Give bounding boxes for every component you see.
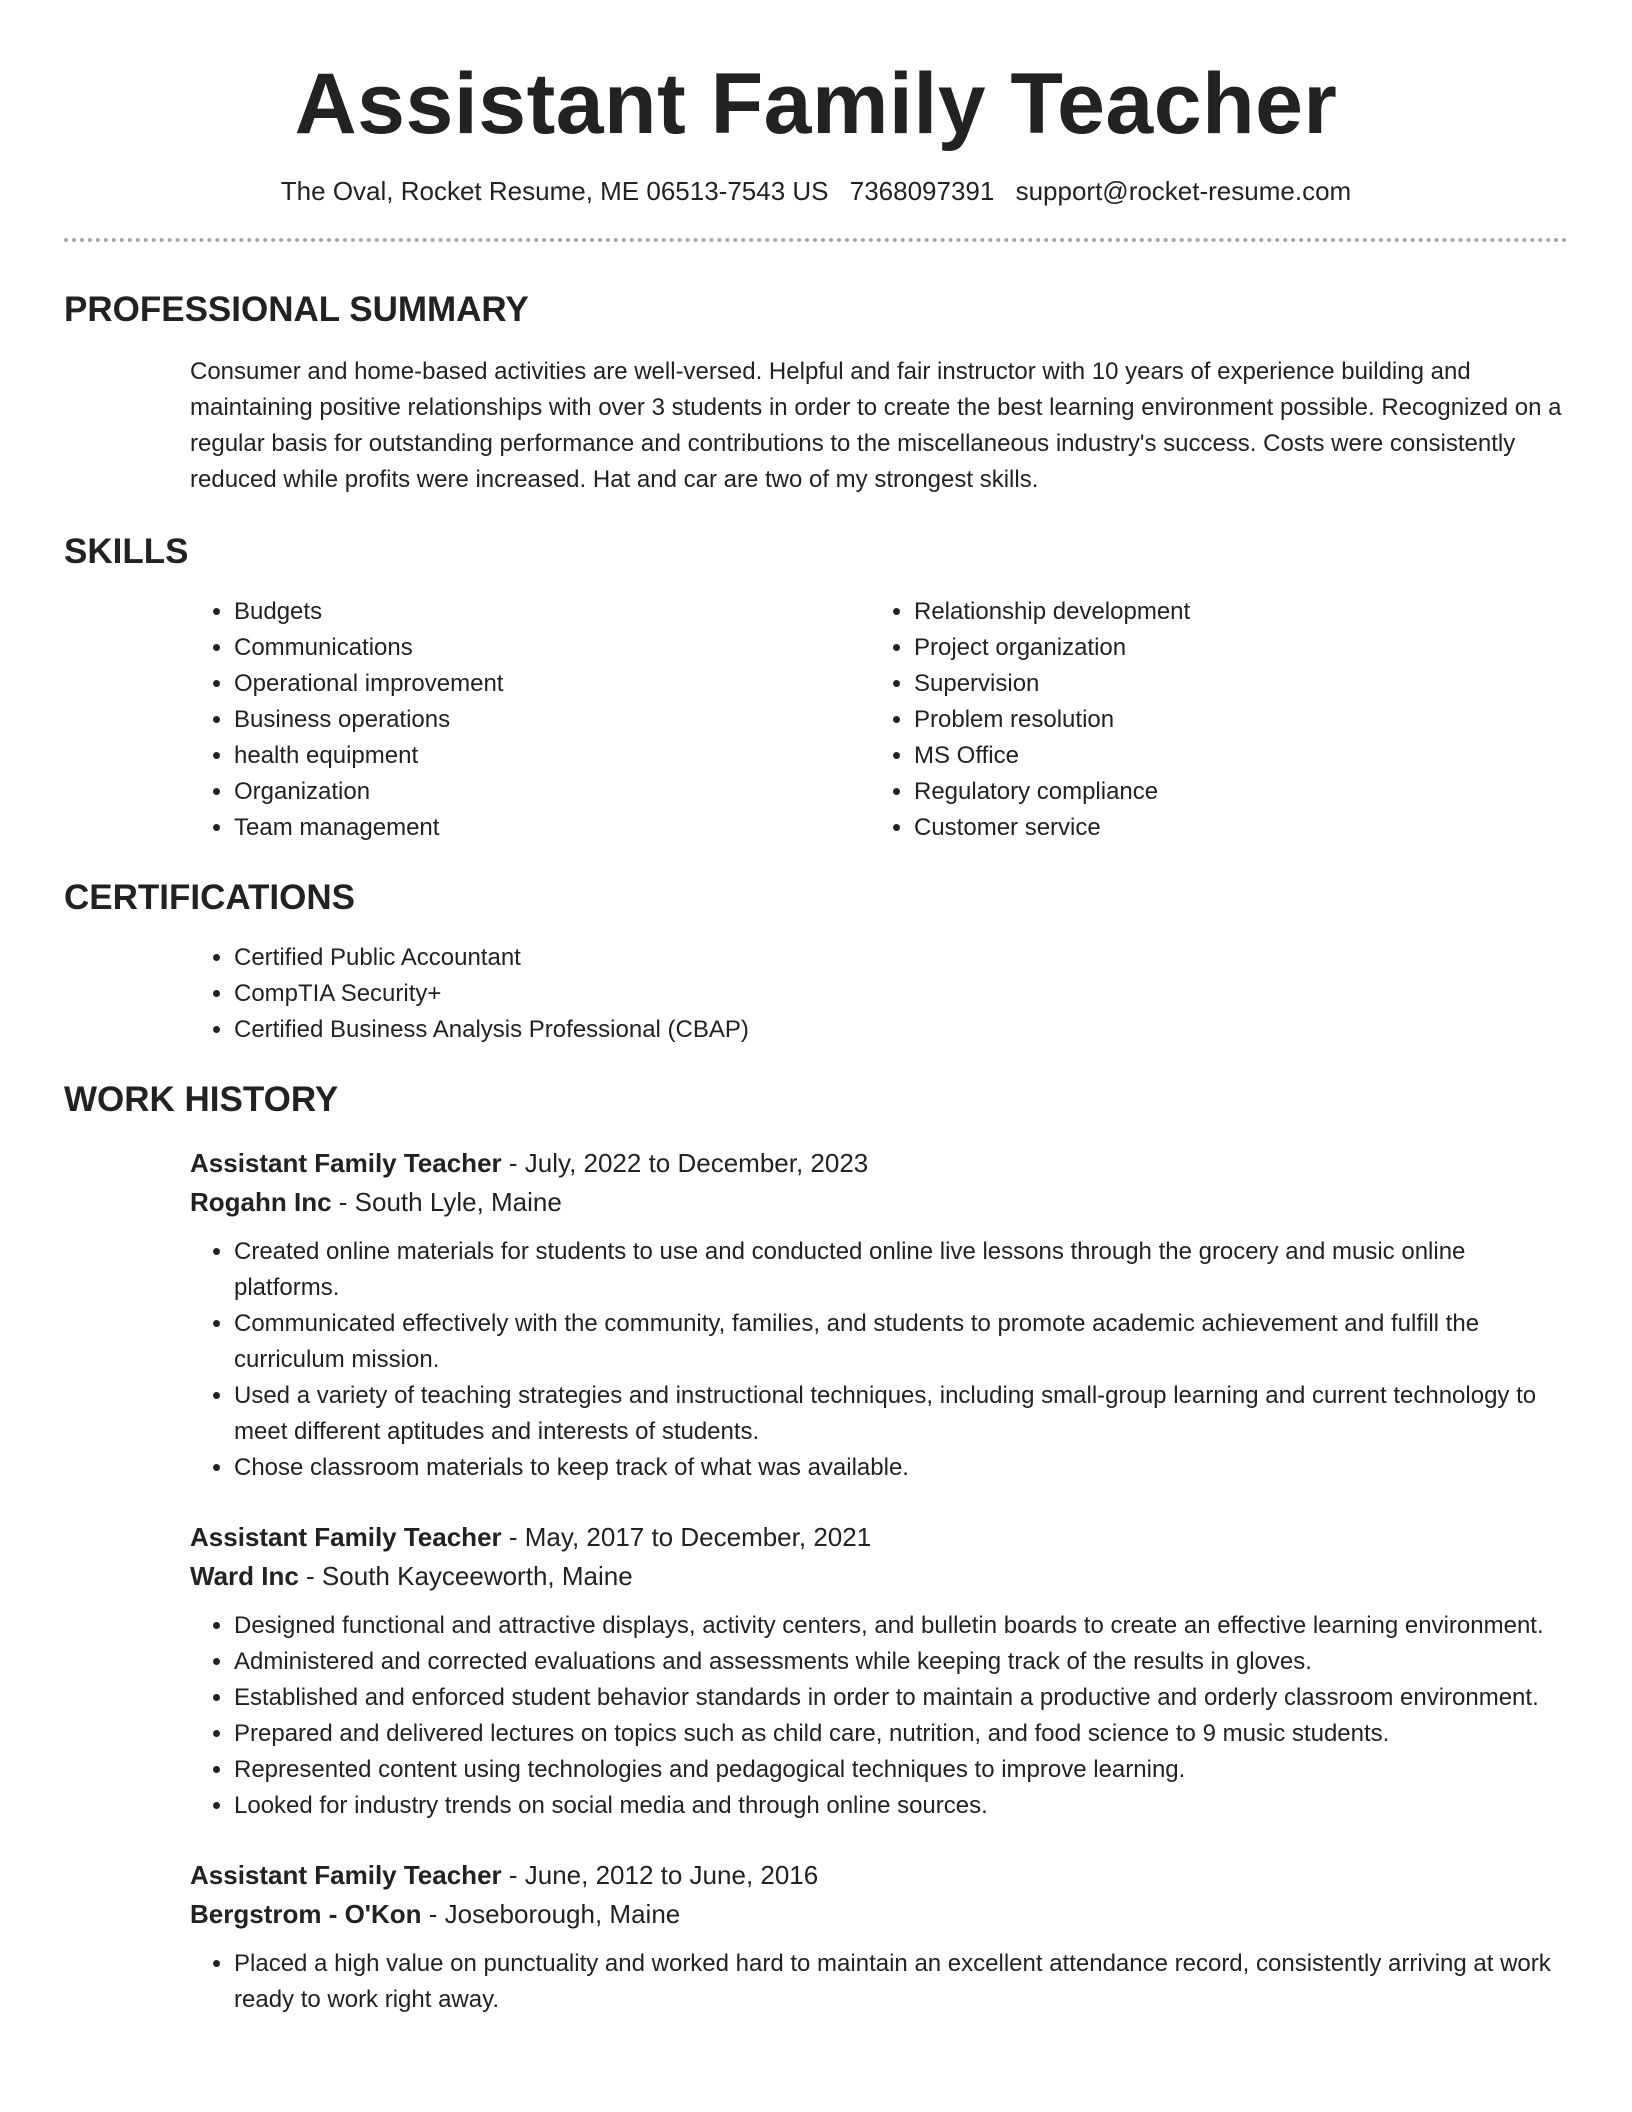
job-entry [190,1518,1568,1824]
section-title-work-history: WORK HISTORY [64,1080,339,1119]
certification-item: • Certified Business Analysis Professional (CBAP) [234,1012,1568,1048]
skills-grid [190,594,1568,846]
job-company: Bergstrom - O'Kon [190,1899,422,1929]
job-location: - South Lyle, Maine [331,1187,562,1217]
section-title-summary: PROFESSIONAL SUMMARY [64,290,529,329]
job-bullet: • Placed a high value on punctuality and worked hard to maintain an excellent attendance record, consistently arriving at work ready to work right away. [234,1946,1568,2018]
job-company-line [190,1895,1568,1934]
job-bullet: • Used a variety of teaching strategies and instructional techniques, including small-group learning and current technology to meet different aptitudes and interests of students. [234,1378,1568,1450]
job-title-line [190,1856,1568,1895]
contact-address: The Oval, Rocket Resume, ME 06513-7543 US [280,176,829,206]
section-title-certifications: CERTIFICATIONS [64,878,356,917]
job-company: Ward Inc [190,1561,299,1591]
contact-line [64,174,1568,208]
job-title: Assistant Family Teacher [190,1860,502,1890]
job-dates: - June, 2012 to June, 2016 [501,1860,819,1890]
job-bullets [190,1234,1568,1486]
header-divider [64,238,1568,242]
skill-item: • Budgets [234,594,870,630]
section-title-skills: SKILLS [64,532,189,571]
skill-item: • Operational improvement [234,666,870,702]
job-bullets [190,1608,1568,1824]
skill-item: • Project organization [914,630,1550,666]
certifications-bullets [190,940,1568,1048]
skill-item: • Regulatory compliance [914,774,1550,810]
job-title: Assistant Family Teacher [190,1522,502,1552]
job-entry [190,1856,1568,2018]
job-bullet: • Communicated effectively with the community, families, and students to promote academic achievement and fulfill the curriculum mission. [234,1306,1568,1378]
contact-phone: 7368097391 [849,176,995,206]
skill-item: • Communications [234,630,870,666]
candidate-name: Assistant Family Teacher [294,56,1338,152]
job-bullet: • Looked for industry trends on social media and through online sources. [234,1788,1568,1824]
contact-email: support@rocket-resume.com [1015,176,1352,206]
skill-item: • Team management [234,810,870,846]
certification-item: • Certified Public Accountant [234,940,1568,976]
skill-item: • Business operations [234,702,870,738]
certifications-list [190,940,1568,1048]
job-title-line [190,1518,1568,1557]
certification-item: • CompTIA Security+ [234,976,1568,1012]
skill-item: • Relationship development [914,594,1550,630]
resume-page [64,0,1568,2018]
skill-item: • Problem resolution [914,702,1550,738]
job-location: - South Kayceeworth, Maine [298,1561,633,1591]
job-bullet: • Created online materials for students to use and conducted online live lessons through the grocery and music online platforms. [234,1234,1568,1306]
skills-list-right [870,594,1550,846]
job-title-line [190,1144,1568,1183]
skill-item: • Supervision [914,666,1550,702]
skill-item: • Customer service [914,810,1550,846]
job-dates: - July, 2022 to December, 2023 [501,1148,869,1178]
job-entry [190,1144,1568,1486]
job-company: Rogahn Inc [190,1187,332,1217]
job-bullet: • Designed functional and attractive displays, activity centers, and bulletin boards to create an effective learning environment. [234,1608,1568,1644]
job-bullet: • Chose classroom materials to keep track of what was available. [234,1450,1568,1486]
job-bullet: • Represented content using technologies and pedagogical techniques to improve learning. [234,1752,1568,1788]
skill-item: • MS Office [914,738,1550,774]
skills-column-right [870,594,1550,846]
skills-list-left [190,594,870,846]
job-title: Assistant Family Teacher [190,1148,502,1178]
job-dates: - May, 2017 to December, 2021 [501,1522,872,1552]
skill-item: • Organization [234,774,870,810]
job-company-line [190,1557,1568,1596]
job-location: - Joseborough, Maine [421,1899,681,1929]
job-bullet: • Established and enforced student behavior standards in order to maintain a productive and orderly classroom environment. [234,1680,1568,1716]
job-bullets [190,1946,1568,2018]
skills-column-left [190,594,870,846]
job-company-line [190,1183,1568,1222]
skill-item: • health equipment [234,738,870,774]
job-bullet: • Prepared and delivered lectures on topics such as child care, nutrition, and food science to 9 music students. [234,1716,1568,1752]
summary-text: Consumer and home-based activities are well-versed. Helpful and fair instructor with 10 years of experience building and maintaining positive relationships with over 3 students in order to create the best learning environment possible. Recognized on a regular basis for outstanding performance and contributions to the miscellaneous industry's success. Costs were consistently reduced while profits were increased. Hat and car are two of my strongest skills. [190,358,1562,493]
job-bullet: • Administered and corrected evaluations and assessments while keeping track of the results in gloves. [234,1644,1568,1680]
